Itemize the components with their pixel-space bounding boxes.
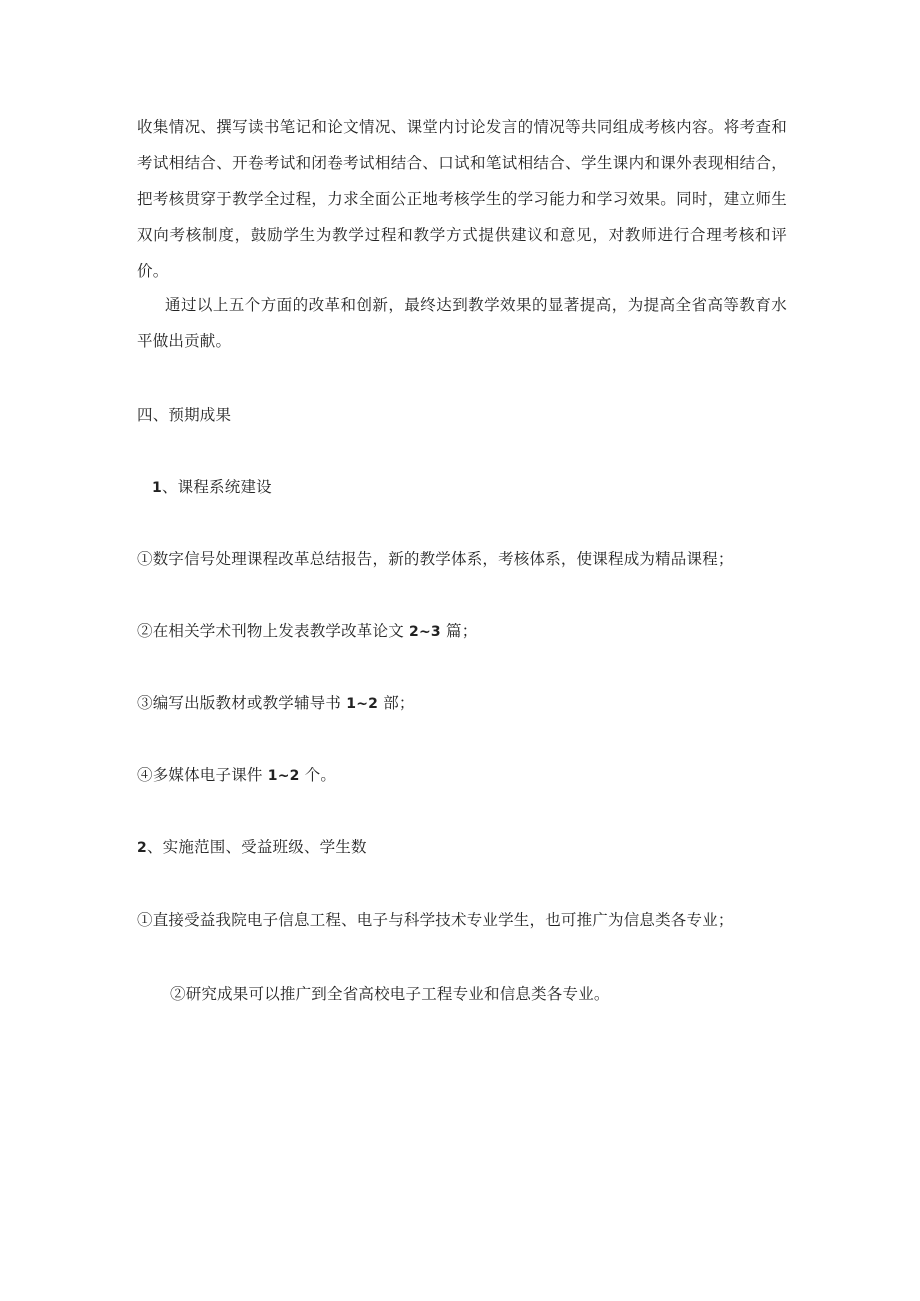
list-item-count: 1~2	[346, 696, 379, 712]
subheading-number: 1	[152, 480, 162, 496]
paragraph-conclusion: 通过以上五个方面的改革和创新，最终达到教学效果的显著提高，为提高全省高等教育水平做出贡献。	[137, 296, 787, 350]
subheading-scope	[137, 837, 367, 858]
list-item-textbook	[137, 693, 415, 714]
list-item-text: 个。	[304, 766, 337, 784]
list-item-report: ①数字信号处理课程改革总结报告，新的教学体系，考核体系，使课程成为精品课程；	[137, 550, 734, 568]
subheading-text: 、课程系统建设	[161, 478, 272, 496]
list-item-text: ③编写出版教材或教学辅导书	[137, 694, 342, 712]
list-item-text: ②在相关学术刊物上发表教学改革论文	[137, 622, 404, 640]
paragraph-assessment: 收集情况、撰写读书笔记和论文情况、课堂内讨论发言的情况等共同组成考核内容。将考查和考试相结合、开卷考试和闭卷考试相结合、口试和笔试相结合、学生课内和课外表现相结合，把考核贯穿于教学全过程，力求全面公正地考核学生的学习能力和学习效果。同时，建立师生双向考核制度，鼓励学生为教学过程和教学方式提供建议和意见，对教师进行合理考核和评价。	[137, 118, 787, 280]
list-item-direct-benefit: ①直接受益我院电子信息工程、电子与科学技术专业学生，也可推广为信息类各专业；	[137, 911, 734, 929]
list-item-text: ④多媒体电子课件	[137, 766, 263, 784]
list-item-count: 2~3	[409, 624, 441, 640]
list-item-courseware	[137, 765, 336, 786]
list-item-text: 部；	[383, 694, 415, 712]
list-item-text: 篇；	[446, 622, 478, 640]
subheading-number: 2	[137, 840, 147, 856]
list-item-papers	[137, 621, 477, 642]
subheading-course-system	[152, 477, 272, 498]
list-item-promotion: ②研究成果可以推广到全省高校电子工程专业和信息类各专业。	[170, 985, 610, 1003]
section-heading-expected-results: 四、预期成果	[137, 406, 232, 424]
subheading-text: 、实施范围、受益班级、学生数	[146, 838, 367, 856]
list-item-count: 1~2	[267, 768, 300, 784]
